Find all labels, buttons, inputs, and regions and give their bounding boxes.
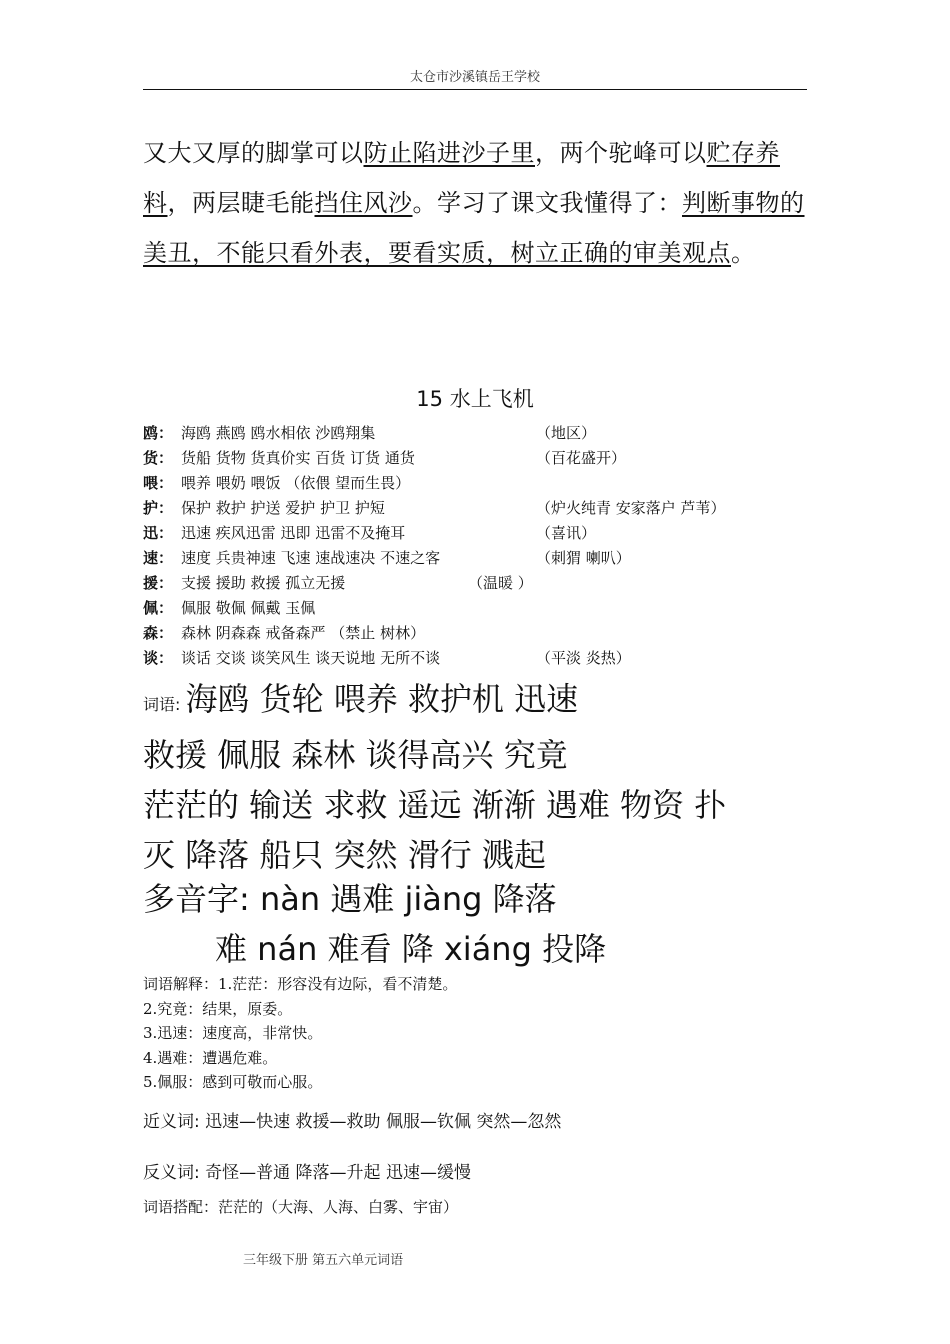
char-extra: （喜讯） bbox=[536, 524, 597, 542]
vocab-words: 海鸥 货轮 喂养 救护机 迅速 bbox=[185, 680, 579, 718]
explanation-line: 词语解释：1.茫茫：形容没有边际，看不清楚。 bbox=[143, 975, 458, 993]
underlined-answer: 判断事物的美丑，不能只看外表，要看实质，树立正确的审美观点 bbox=[143, 189, 805, 267]
char-extra: （刺猬 喇叭） bbox=[536, 549, 631, 567]
char-head: 援： bbox=[143, 574, 174, 592]
character-word-list bbox=[143, 422, 823, 672]
char-extra: （百花盛开） bbox=[536, 449, 627, 467]
text-segment: 又大又厚的脚掌可以 bbox=[143, 139, 364, 167]
polyphonic-line: 难 nán 难看 降 xiáng 投降 bbox=[215, 930, 607, 968]
char-words: 佩服 敬佩 佩戴 玉佩 bbox=[181, 599, 316, 617]
vocab-line: 茫茫的 输送 求救 遥远 渐渐 遇难 物资 扑 bbox=[143, 786, 727, 824]
vocab-line bbox=[143, 674, 823, 730]
char-head: 森： bbox=[143, 624, 174, 642]
char-head: 货： bbox=[143, 449, 174, 467]
vocab-line: 救援 佩服 森林 谈得高兴 究竟 bbox=[143, 736, 568, 774]
collocation-line: 词语搭配：茫茫的（大海、人海、白雾、宇宙） bbox=[143, 1198, 459, 1216]
text-segment: ，两层睫毛能 bbox=[167, 189, 315, 217]
char-row bbox=[143, 472, 823, 497]
char-words: 支援 援助 救援 孤立无援 bbox=[181, 574, 346, 592]
char-row bbox=[143, 622, 823, 647]
char-head: 喂： bbox=[143, 474, 174, 492]
char-extra: （地区） bbox=[536, 424, 597, 442]
text-segment: ，两个驼峰可以 bbox=[535, 139, 707, 167]
char-head: 护： bbox=[143, 499, 174, 517]
char-words: 保护 救护 护送 爱护 护卫 护短 bbox=[181, 499, 385, 517]
char-words: 货船 货物 货真价实 百货 订货 通货 bbox=[181, 449, 415, 467]
char-head: 鸥： bbox=[143, 424, 174, 442]
page-footer: 三年级下册 第五六单元词语 bbox=[243, 1253, 404, 1268]
char-words: 速度 兵贵神速 飞速 速战速决 不速之客 bbox=[181, 549, 441, 567]
char-row bbox=[143, 497, 823, 522]
char-words: 喂养 喂奶 喂饭 （依偎 望而生畏） bbox=[181, 474, 411, 492]
text-segment: 。学习了课文我懂得了： bbox=[412, 189, 682, 217]
char-extra: （平淡 炎热） bbox=[536, 649, 631, 667]
antonyms-line: 反义词: 奇怪—普通 降落—升起 迅速—缓慢 bbox=[143, 1163, 471, 1183]
lesson-title: 15 水上飞机 bbox=[416, 387, 534, 411]
explanation-line: 5.佩服：感到可敬而心服。 bbox=[143, 1073, 323, 1091]
explanation-line: 4.遇难：遭遇危难。 bbox=[143, 1048, 278, 1067]
char-head: 谈： bbox=[143, 649, 174, 667]
char-head: 速： bbox=[143, 549, 174, 567]
char-row bbox=[143, 522, 823, 547]
char-row bbox=[143, 647, 823, 672]
char-words: 森林 阴森森 戒备森严 （禁止 树林） bbox=[181, 624, 426, 642]
vocabulary-section bbox=[143, 674, 823, 880]
vocab-label: 词语: bbox=[143, 695, 186, 714]
page-header: 太仓市沙溪镇岳王学校 bbox=[143, 66, 807, 90]
char-words: 海鸥 燕鸥 鸥水相依 沙鸥翔集 bbox=[181, 424, 376, 442]
char-extra: （温暖 ） bbox=[468, 574, 533, 592]
char-row bbox=[143, 597, 823, 622]
explanation-line: 3.迅速：速度高，非常快。 bbox=[143, 1024, 323, 1042]
char-words: 谈话 交谈 谈笑风生 谈天说地 无所不谈 bbox=[181, 649, 441, 667]
polyphonic-line: 多音字: nàn 遇难 jiàng 降落 bbox=[143, 880, 557, 918]
char-row bbox=[143, 547, 823, 572]
char-row bbox=[143, 447, 823, 472]
lesson-summary-paragraph bbox=[143, 128, 809, 278]
synonyms-line: 近义词: 迅速—快速 救援—救助 佩服—钦佩 突然—忽然 bbox=[143, 1112, 562, 1132]
vocab-line: 灭 降落 船只 突然 滑行 溅起 bbox=[143, 836, 546, 874]
text-segment: 。 bbox=[731, 239, 756, 267]
char-row bbox=[143, 422, 823, 447]
explanation-line: 2.究竟：结果，原委。 bbox=[143, 999, 293, 1018]
polyphonic-section bbox=[143, 874, 823, 974]
char-words: 迅速 疾风迅雷 迅即 迅雷不及掩耳 bbox=[181, 524, 406, 542]
char-head: 佩： bbox=[143, 599, 174, 617]
char-head: 迅： bbox=[143, 524, 174, 542]
underlined-answer: 贮存养料 bbox=[143, 139, 780, 217]
char-extra: （炉火纯青 安家落户 芦苇） bbox=[536, 499, 726, 517]
char-row bbox=[143, 572, 823, 597]
underlined-answer: 防止陷进沙子里 bbox=[363, 139, 535, 167]
word-explanations bbox=[143, 972, 457, 1095]
underlined-answer: 挡住风沙 bbox=[314, 189, 413, 217]
